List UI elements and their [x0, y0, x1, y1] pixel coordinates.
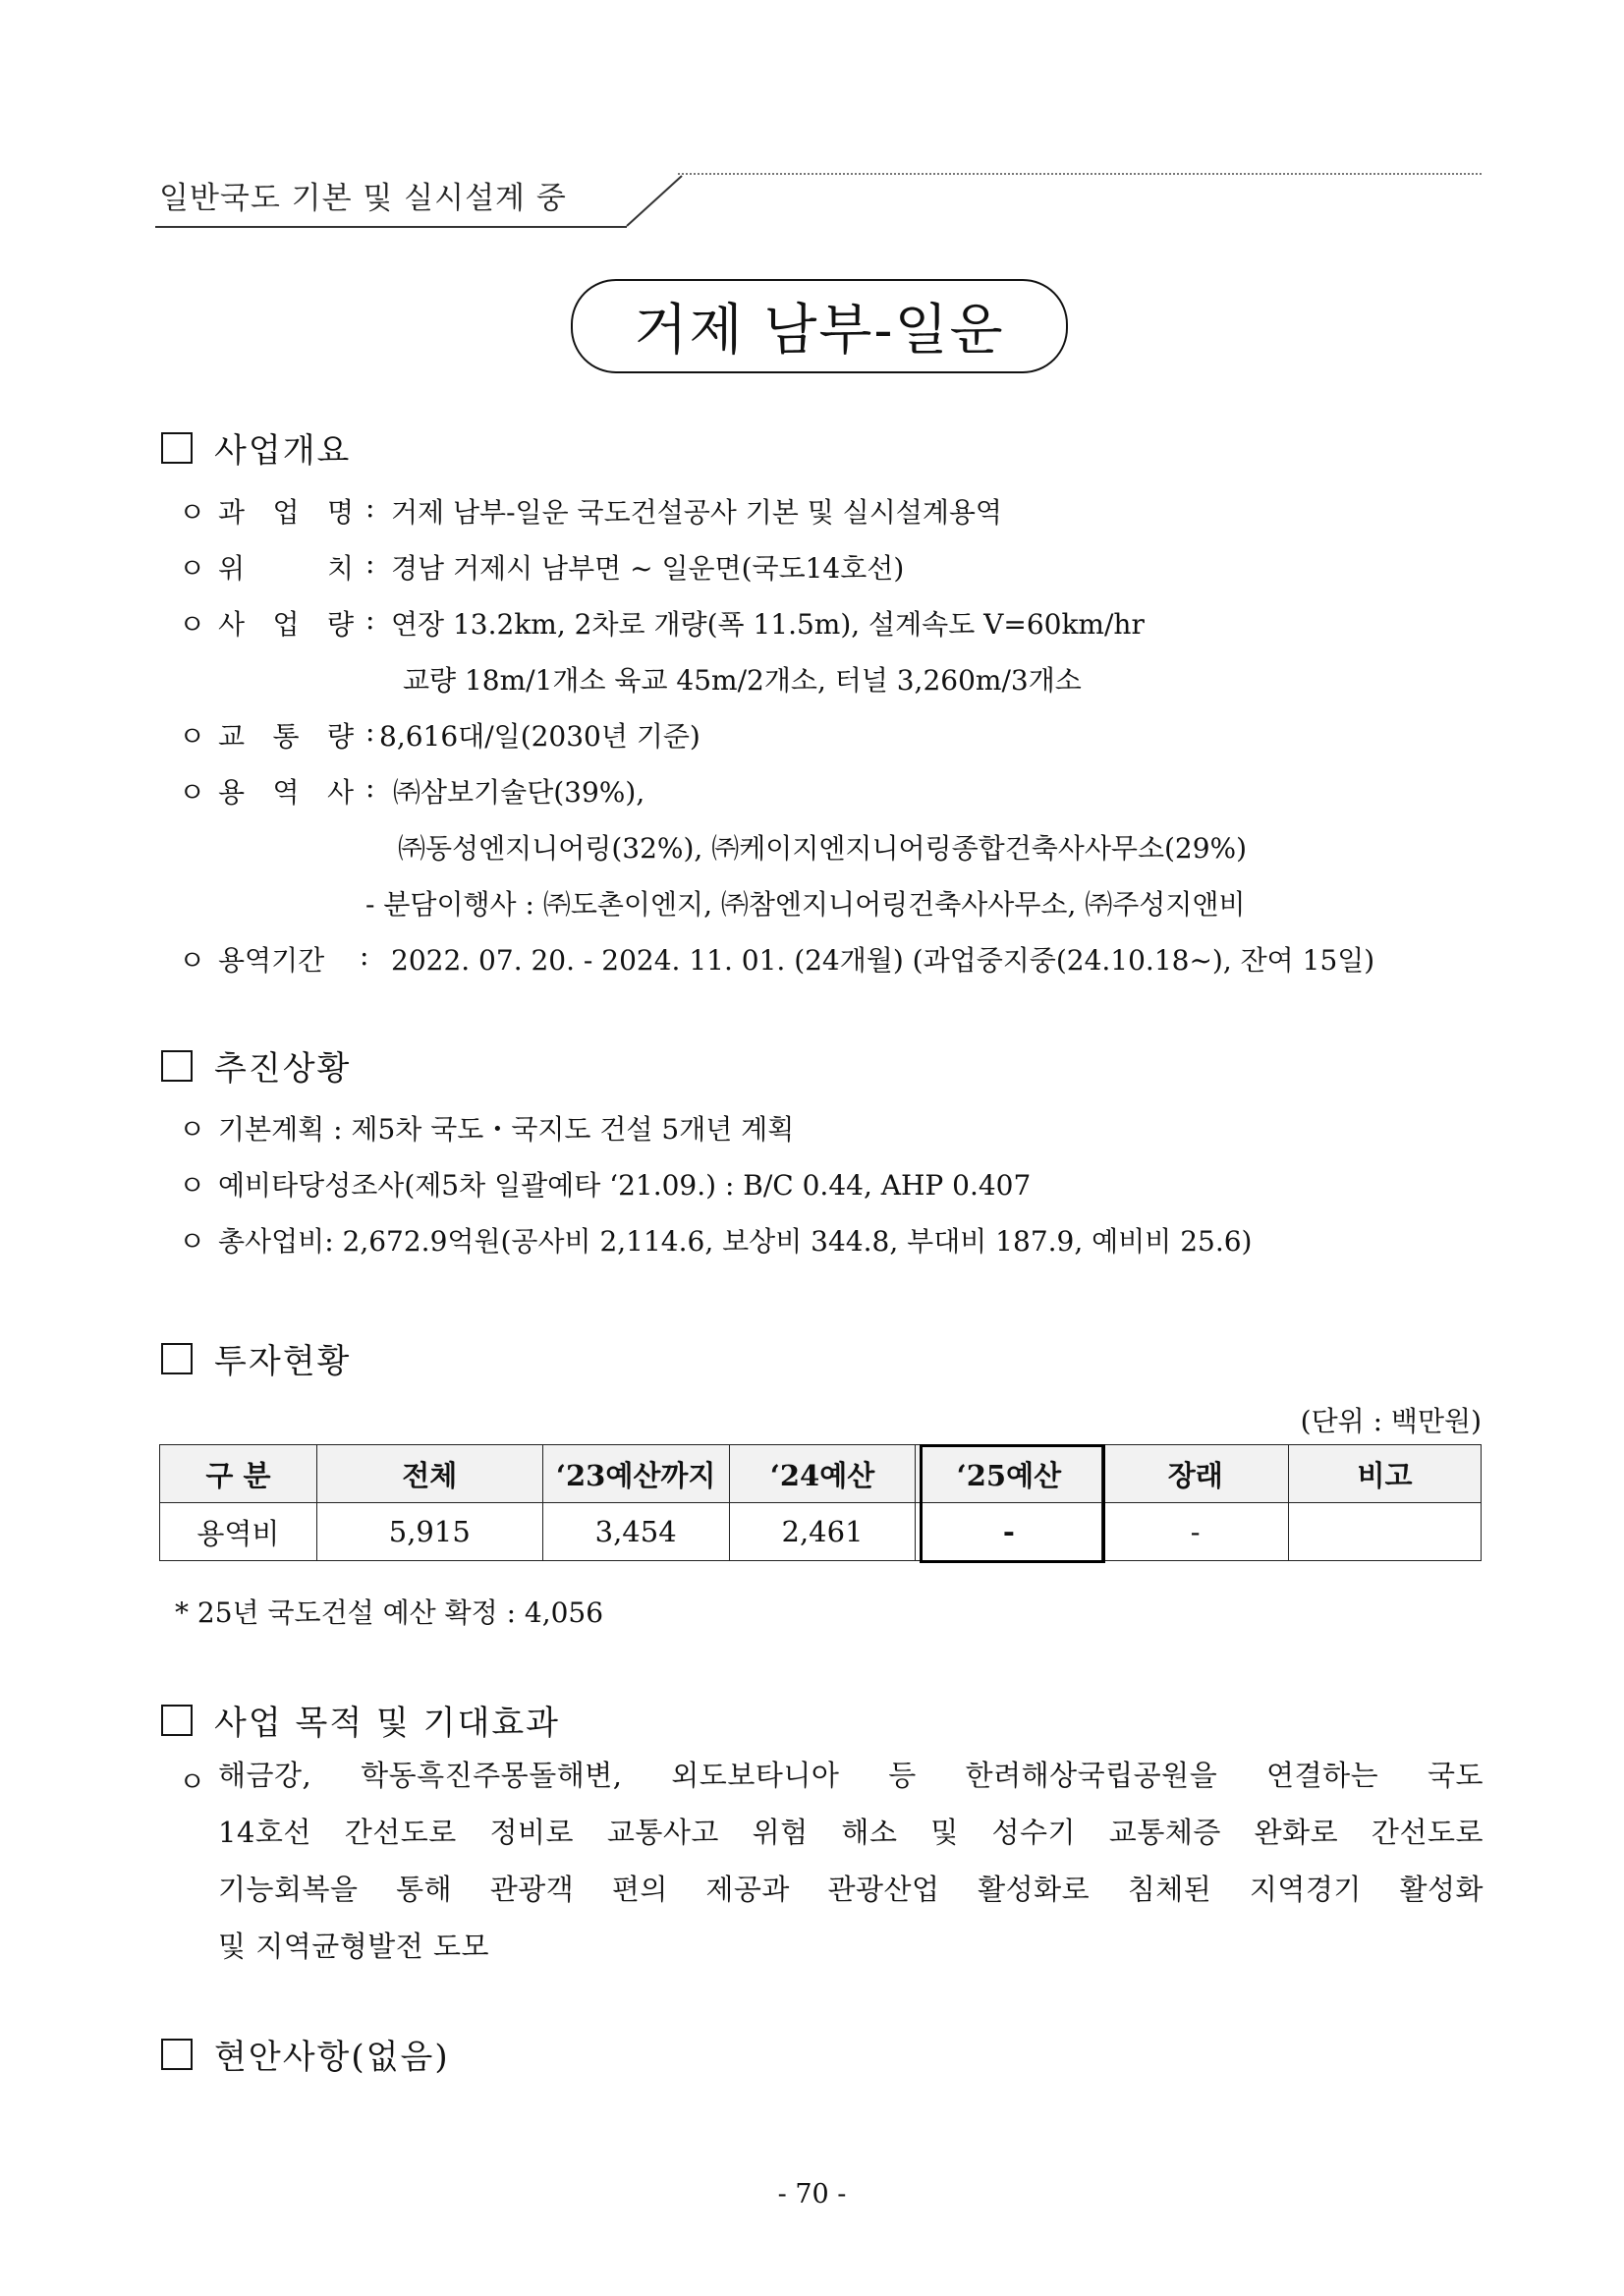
field-value-contractor: ㈜삼보기술단(39%),: [393, 776, 645, 809]
header-slant-line: [625, 175, 692, 227]
table-header-cell: 장래: [1102, 1445, 1289, 1503]
page-number: - 70 -: [777, 2179, 847, 2210]
header-dotted-line: [678, 173, 1482, 175]
label-char: 량: [326, 608, 354, 641]
checkbox-square-icon: [161, 1343, 193, 1374]
field-value-project-scope: 연장 13.2km, 2차로 개량(폭 11.5m), 설계속도 V=60km/hr: [391, 608, 1145, 641]
field-value-project-scope-line2: 교량 18m/1개소 육교 45m/2개소, 터널 3,260m/3개소: [403, 664, 1082, 697]
paragraph-line: 14호선 간선도로 정비로 교통사고 위험 해소 및 성수기 교통체증 완화로 간선도로: [218, 1816, 1484, 1849]
table-cell: 2,461: [729, 1503, 916, 1561]
label-char: 치: [326, 552, 354, 585]
field-label-contractor: [218, 771, 354, 811]
table-footnote: * 25년 국도건설 예산 확정 : 4,056: [175, 1596, 604, 1629]
colon: :: [360, 939, 369, 972]
label-char: 량: [326, 720, 354, 753]
bullet-icon: ㅇ: [179, 608, 206, 641]
table-header-row: [160, 1445, 1482, 1503]
section-heading-text: 투자현황: [214, 1342, 352, 1381]
table-cell: -: [1102, 1503, 1289, 1561]
page-title: 거제 남부-일운: [571, 279, 1068, 373]
label-char: 교: [218, 720, 246, 753]
field-value-contractor-line2: ㈜동성엔지니어링(32%), ㈜케이지엔지니어링종합건축사사무소(29%): [398, 832, 1248, 865]
paragraph-line: 기능회복을 통해 관광객 편의 제공과 관광산업 활성화로 침체된 지역경기 활성화: [218, 1873, 1484, 1906]
table-header-cell: ‘23예산까지: [542, 1445, 729, 1503]
section-heading-issues: [161, 2030, 450, 2078]
field-label-traffic-volume: [218, 715, 354, 755]
table-row: [160, 1503, 1482, 1561]
label-char: 과: [218, 496, 246, 529]
table-cell: 용역비: [160, 1503, 317, 1561]
bullet-icon: ㅇ: [179, 1169, 206, 1202]
bullet-icon: ㅇ: [179, 1225, 206, 1258]
progress-item-total-cost: 총사업비: 2,672.9억원(공사비 2,114.6, 보상비 344.8, 부대비 187.9, 예비비 25.6): [218, 1225, 1253, 1258]
bullet-icon: ㅇ: [179, 1113, 206, 1146]
field-value-location: 경남 거제시 남부면 ~ 일운면(국도14호선): [391, 552, 905, 585]
colon: :: [365, 491, 375, 524]
paragraph-line: 및 지역균형발전 도모: [218, 1930, 490, 1963]
investment-table: [159, 1444, 1482, 1561]
colon: :: [365, 603, 375, 636]
section-heading-text: 추진상황: [214, 1049, 352, 1089]
table-header-cell: 비고: [1289, 1445, 1482, 1503]
label-char: 역: [272, 776, 300, 809]
field-value-service-period: 2022. 07. 20. - 2024. 11. 01. (24개월) (과업중지중(24.10.18~), 잔여 15일): [391, 944, 1375, 977]
field-value-project-name: 거제 남부-일운 국도건설공사 기본 및 실시설계용역: [391, 496, 1002, 529]
label-char: 사: [218, 608, 246, 641]
table-header-cell: 구 분: [160, 1445, 317, 1503]
table-header-cell: ‘24예산: [729, 1445, 916, 1503]
checkbox-square-icon: [161, 2039, 193, 2070]
bullet-icon: ㅇ: [179, 496, 206, 529]
table-cell: -: [916, 1503, 1102, 1561]
colon: :: [365, 547, 375, 580]
progress-item-feasibility: 예비타당성조사(제5차 일괄예타 ‘21.09.) : B/C 0.44, AHP 0.407: [218, 1169, 1032, 1202]
paragraph-line: 해금강, 학동흑진주몽돌해변, 외도보타니아 등 한려해상국립공원을 연결하는 국도: [218, 1759, 1484, 1792]
bullet-icon: ㅇ: [179, 776, 206, 809]
field-label-service-period: 용역기간: [218, 944, 325, 977]
section-heading-investment: [161, 1334, 351, 1382]
table-header-cell: 전체: [316, 1445, 542, 1503]
bullet-icon: ㅇ: [179, 944, 206, 977]
label-char: 업: [272, 496, 300, 529]
section-heading-overview: [161, 423, 351, 472]
section-heading-objectives: [161, 1696, 560, 1744]
field-label-project-scope: [218, 603, 354, 643]
bullet-icon: ㅇ: [179, 720, 206, 753]
field-label-location: [218, 547, 354, 587]
table-cell: 3,454: [542, 1503, 729, 1561]
header-underline: [155, 226, 627, 228]
table-unit-label: (단위 : 백만원): [1300, 1405, 1482, 1437]
section-heading-text: 사업개요: [214, 431, 352, 471]
section-heading-text: 사업 목적 및 기대효과: [214, 1704, 561, 1743]
checkbox-square-icon: [161, 1705, 193, 1736]
bullet-icon: ㅇ: [179, 552, 206, 585]
section-heading-text: 현안사항(없음): [214, 2038, 450, 2077]
field-value-traffic-volume: 8,616대/일(2030년 기준): [379, 720, 700, 753]
section-heading-progress: [161, 1041, 351, 1090]
label-char: 업: [272, 608, 300, 641]
header-text: 일반국도 기본 및 실시설계 중: [159, 181, 567, 216]
field-label-project-name: [218, 491, 354, 531]
table-cell: 5,915: [316, 1503, 542, 1561]
label-char: 사: [326, 776, 354, 809]
table-cell: [1289, 1503, 1482, 1561]
checkbox-square-icon: [161, 1050, 193, 1082]
objectives-paragraph: [218, 1747, 1484, 1975]
colon: :: [365, 715, 375, 748]
progress-item-basic-plan: 기본계획 : 제5차 국도・국지도 건설 5개년 계획: [218, 1113, 795, 1146]
label-char: 통: [272, 720, 300, 753]
label-char: 용: [218, 776, 246, 809]
label-char: 명: [326, 496, 354, 529]
bullet-icon: ㅇ: [179, 1765, 206, 1798]
table-header-cell: ‘25예산: [916, 1445, 1102, 1503]
field-value-contractor-line3: - 분담이행사 : ㈜도촌이엔지, ㈜참엔지니어링건축사사무소, ㈜주성지앤비: [365, 888, 1246, 921]
colon: :: [365, 771, 375, 804]
checkbox-square-icon: [161, 432, 193, 464]
label-char: 위: [218, 552, 246, 585]
